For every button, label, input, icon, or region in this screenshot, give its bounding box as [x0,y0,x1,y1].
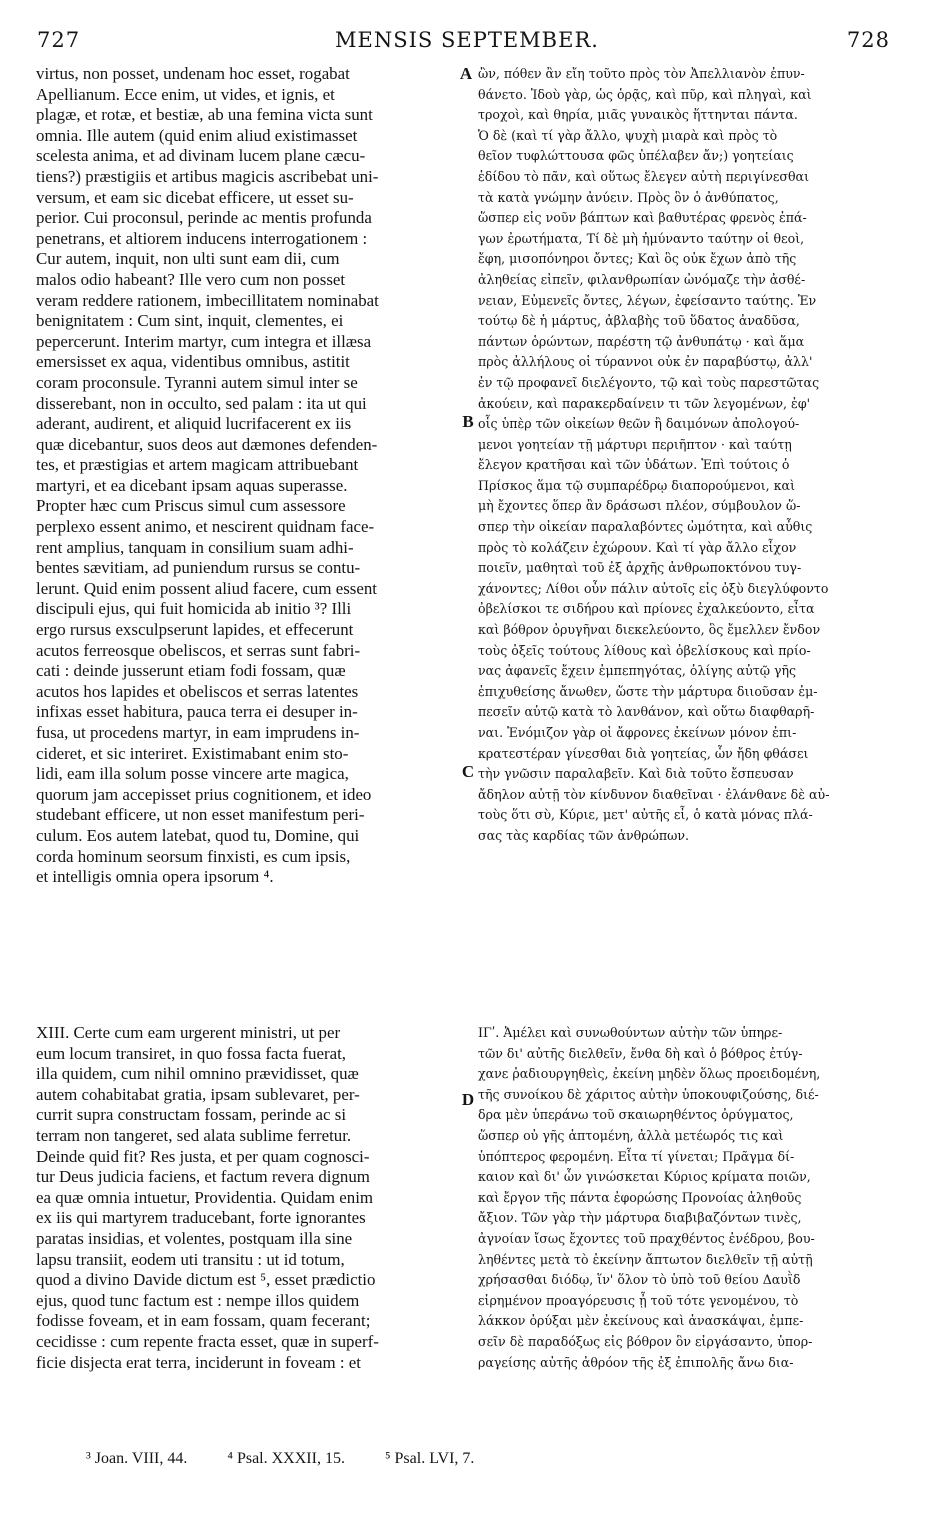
latin-line: fusa, ut procedens martyr, in eam imprudens in- [36,723,360,742]
greek-line: θεῖον τυφλώττουσα φῶς ὑπέλαβεν ἄν;) γοητείαις [478,148,794,164]
greek-line: νας ἀφανεῖς ἔχειν ἐμπεπηγότας, ὀλίγης αὐτῷ γῆς [478,663,797,679]
latin-line: cecidisse : cum repente fracta esset, quæ in superf- [36,1331,379,1351]
latin-line: tiens?) præstigiis et artibus magicis ascribebat uni- [36,166,379,186]
greek-line: κρατεστέραν γίνεσθαι διὰ γοητείας, ὧν ἤδη φθάσει [478,745,809,761]
greek-line: θάνετο. Ἰδοὺ γὰρ, ὡς ὁρᾷς, καὶ πῦρ, καὶ πληγαὶ, καὶ [478,86,812,102]
latin-line: discipuli ejus, qui fuit homicida ab initio ³? Illi [36,599,352,619]
latin-line: tur Deus judicia faciens, et factum revera dignum [36,1167,370,1187]
greek-column-bottom [478,1023,908,1373]
latin-line: quorum jam accepisset prius cognitionem, et ideo [36,784,372,804]
latin-line: virtus, non posset, undenam hoc esset, rogabat [36,64,350,83]
greek-line: καὶ βόθρον ὀρυγῆναι διεκελεύοντο, ὃς ἔμελλεν ἔνδον [478,622,821,638]
margin-mark-a: A [459,64,473,83]
greek-line: ὀβελίσκοι τε σιδήρου καὶ πρίονες ἐχαλκεύοντο, εἶτα [478,601,815,617]
greek-line: λάκκον ὀρύξαι μὲν ἐκείνους καὶ ἀνασκάψαι, ἐμπε- [478,1313,804,1329]
greek-line: ὢν, πόθεν ἂν εἴη τοῦτο πρὸς τὸν Ἀπελλιανὸν ἐπυν- [478,66,805,81]
latin-line: fodisse foveam, et in eam fossam, quam fecerant; [36,1311,371,1331]
footnote: ⁴ Psal. XXXII, 15. [227,1450,345,1467]
latin-line: versum, et eam sic dicebat efficere, ut esset su- [36,187,354,207]
latin-line: Apellianum. Ecce enim, ut vides, et ignis, et [36,84,335,104]
latin-line: penetrans, et altiorem inducens interrogationem : [36,228,368,248]
latin-line: eum locum transiret, in quo fossa facta fuerat, [36,1043,347,1063]
greek-line: σεῖν δὲ παραδόξως εἰς βόθρον ὃν εἰργάσαντο, ὑπορ- [478,1333,813,1349]
latin-line: lerunt. Quid enim possent aliud facere, cum essent [36,578,377,598]
latin-line: illa quidem, cum nihil omnino prævidisset, quæ [36,1064,359,1084]
greek-line: τροχοὶ, καὶ θηρία, μιᾶς γυναικὸς ἥττηνται πάντα. [478,107,798,123]
latin-line: ea quæ omnia intuetur, Providentia. Quidam enim [36,1187,374,1207]
latin-line: studebant efficere, ut non esset manifestum peri- [36,805,365,825]
greek-line: δρα μὲν ὑπεράνω τοῦ σκαιωρηθέντος ὀρύγματος, [478,1107,794,1123]
latin-column-top [36,64,456,888]
latin-line: ex iis qui martyrem traducebant, forte ignorantes [36,1208,366,1228]
latin-line: pepercerunt. Interim martyr, cum integra et illæsa [36,331,372,351]
greek-line: πρὸς ἀλλήλους οἱ τύραννοι οὐκ ἐν παραβύστῳ, ἀλλ' [478,354,813,370]
greek-line: χανε ῥαδιουργηθεὶς, ἐκείνη μηδὲν ὅλως προειδομένη, [478,1066,821,1082]
latin-line: quæ dicebantur, suos deos aut dæmones defenden- [36,434,378,454]
page-number-left: 727 [37,28,81,52]
page-number-right: 728 [846,28,890,52]
greek-line: ἔφη, μισοπόνηροι ὄντες; Καὶ ὃς οὐκ ἔχων ἀπὸ τῆς [478,251,797,267]
greek-line: ἄδηλον αὐτῇ τὸν κίνδυνον διαθεῖναι · ἐλάνθανε δὲ αὐ- [478,786,830,802]
latin-line: veram reddere rationem, imbecillitatem nominabat [36,290,379,310]
greek-line: ποιεῖν, μαθηταὶ τοῦ ἐξ ἀρχῆς ἀνθρωποκτόνου τυγ- [478,560,802,576]
latin-line: scelesta anima, et ad divinam lucem plane cæcu- [36,146,366,166]
margin-mark-d: D [461,1090,475,1109]
latin-line: plagæ, et rotæ, et bestiæ, ab una femina victa sunt [36,105,373,125]
greek-line: καιον καὶ δι' ὧν γινώσκεται Κύριος κρίματα ποιῶν, [478,1169,811,1185]
latin-line: ficie disjecta erat terra, inciderunt in foveam : et [36,1352,361,1372]
greek-line: σπερ τὴν οἰκείαν παραλαβόντες ὠμότητα, καὶ αὖθις [478,519,813,535]
latin-line: XIII. Certe cum eam urgerent ministri, ut per [36,1023,341,1042]
latin-line: quod a divino Davide dictum est ⁵, esset prædictio [36,1270,376,1290]
greek-line: οἷς ὑπὲρ τῶν οἰκείων θεῶν ἢ δαιμόνων ἀπολογού- [478,416,800,432]
greek-line: τοὺς ὅτι σὺ, Κύριε, μετ' αὐτῆς εἶ, ὁ κατὰ μόνας πλά- [478,807,813,823]
latin-line: aderant, audirent, et aliquid lucrifacerent ex iis [36,414,352,434]
greek-line: πεσεῖν αὐτῷ κατὰ τὸ λανθάνον, καὶ οὕτω διαφθαρῆ- [478,704,815,720]
latin-line: perplexo essent animo, et nescirent quidnam face- [36,517,375,537]
latin-line: cideret, et sic interiret. Existimabant enim sto- [36,743,349,763]
latin-line: coram proconsule. Tyranni autem simul inter se [36,372,358,392]
footnote: ³ Joan. VIII, 44. [86,1450,188,1467]
latin-line: Deinde quid fit? Res justa, et per quam cognosci- [36,1146,370,1166]
latin-line: cati : deinde jusserunt etiam fodi fossam, quæ [36,661,346,681]
latin-line: ejus, quod tunc factum est : nempe illos quidem [36,1290,360,1310]
greek-line: χάνοντες; Λίθοι οὖν πάλιν αὐτοῖς εἰς ὀξὺ διεγλύφοντο [478,580,829,596]
footnotes [86,1450,886,1468]
latin-line: Cur autem, inquit, non ulti sunt eam dii, cum [36,249,340,269]
greek-line: Πρίσκος ἅμα τῷ συμπαρέδρῳ διαπορούμενοι, καὶ [478,477,796,493]
latin-line: ergo rursus exsculpserunt lapides, et effecerunt [36,620,354,640]
latin-line: Propter hæc cum Priscus simul cum assessore [36,496,346,516]
latin-line: et intelligis omnia opera ipsorum ⁴. [36,867,274,887]
latin-line: infixas esset habitura, pauca terra ei desuper in- [36,702,358,722]
running-title: MENSIS SEPTEMBER. [335,28,599,52]
greek-line: πρὸς τὸ κολάζειν ἐχώρουν. Καὶ τί γὰρ ἄλλο εἶχον [478,539,797,555]
latin-line: benignitatem : Cum sint, inquit, clementes, ei [36,311,344,331]
greek-line: γων ἐρωτήματα, Τί δὲ μὴ ἠμύναντο ταύτην οἱ θεοὶ, [478,230,805,246]
latin-line: omnia. Ille autem (quid enim aliud existimasset [36,125,358,145]
margin-mark-b: B [462,412,474,431]
greek-line: ἐπιχυθείσης ἄνωθεν, ὥστε τὴν μάρτυρα διιοῦσαν ἐμ- [478,683,818,699]
greek-line: ὑπόπτερος φερομένη. Εἶτα τί γίνεται; Πρᾶγμα δί- [478,1148,795,1164]
latin-line: terram non tangeret, sed alata sublime ferretur. [36,1125,352,1145]
latin-line: martyri, et ea dicebant ipsam aquas superasse. [36,475,348,495]
greek-column-top [478,64,908,847]
greek-line: τῶν δι' αὐτῆς διελθεῖν, ἔνθα δὴ καὶ ὁ βόθρος ἐτύγ- [478,1045,803,1061]
greek-line: τοὺς ὀξεῖς τούτους λίθους καὶ ὀβελίσκους καὶ πρίο- [478,642,811,658]
greek-line: μενοι γοητείαν τῇ μάρτυρι περιῆπτον · καὶ ταύτῃ [478,436,792,452]
greek-line: ναι. Ἐνόμιζον γὰρ οἱ ἄφρονες ἐκείνων μόνον ἐπι- [478,725,797,740]
latin-line: emersisset ex aqua, videntibus omnibus, astitit [36,352,350,372]
greek-line: καὶ ἔργον τῆς πάντα ἐφορώσης Προνοίας ἀληθοῦς [478,1189,802,1205]
greek-line: Ὁ δὲ (καὶ τί γὰρ ἄλλο, ψυχὴ μιαρὰ καὶ πρὸς τὸ [478,127,778,143]
greek-line: ἄξιον. Τῶν γὰρ τὴν μάρτυρα διαβιβαζόντων τινὲς, [478,1210,802,1226]
margin-mark-c: C [461,762,475,781]
greek-line: μὴ ἔχοντες ὅπερ ἂν δράσωσι πλέον, σύμβουλον ὥ- [478,498,801,514]
greek-line: ἔλεγον κρατῆσαι καὶ τῶν ὑδάτων. Ἐπὶ τούτοις ὁ [478,457,790,473]
latin-line: tes, et præstigias et artem magicam attribuebant [36,455,359,475]
footnote: ⁵ Psal. LVI, 7. [384,1450,475,1467]
greek-line: ἐν τῷ προφανεῖ διελέγοντο, τῷ καὶ τοὺς παρεστῶτας [478,374,820,390]
greek-line: ἀληθείας εἰπεῖν, φιλανθρωπίαν ὠνόμαζε τὴν ἀσθέ- [478,271,806,287]
greek-line: ἐδίδου τὸ πᾶν, καὶ οὕτως ἔλεγεν αὐτὴ περιγίνεσθαι [478,168,810,184]
latin-line: paratas insidias, et volentes, postquam illa sine [36,1228,353,1248]
greek-line: ΙΓʹ. Ἀμέλει καὶ συνωθούντων αὐτὴν τῶν ὑπηρε- [478,1025,783,1040]
greek-line: ληθέντες μετὰ τὸ ἐκείνην ἄπτωτον διελθεῖν τῇ αὐτῇ [478,1251,813,1267]
greek-line: τῆς συνοίκου δὲ χάριτος αὐτὴν ὑποκουφιζούσης, διέ- [478,1086,819,1102]
latin-line: acutos hos lapides et obeliscos et serras latentes [36,681,359,701]
greek-line: τούτῳ δὲ ἡ μάρτυς, ἀβλαβὴς τοῦ ὕδατος ἀναδῦσα, [478,313,800,329]
greek-line: νειαν, Εὐμενεῖς ὄντες, λέγων, ἐφείσαντο ταύτης. Ἐν [478,292,817,308]
latin-line: culum. Eos autem latebat, quod tu, Domine, qui [36,825,360,845]
latin-line: lidi, eam illa solum posse vincere arte magica, [36,764,349,784]
page-header [0,0,934,62]
greek-line: εἰρημένον προαγόρευσις ᾖ τοῦ τότε γενομένου, τὸ [478,1292,799,1308]
latin-column-bottom [36,1023,456,1373]
greek-line: σας τὰς καρδίας τῶν ἀνθρώπων. [478,827,690,843]
latin-line: disserebant, non in occulto, sed palam : ita ut qui [36,393,367,413]
greek-line: ἀγνοίαν ἴσως ἔχοντες τοῦ πραχθέντος ἐνέδρου, βου- [478,1230,815,1246]
greek-line: ὥσπερ εἰς νοῦν βάπτων καὶ βαθυτέρας φρενὸς ἐπά- [478,210,807,226]
latin-line: autem cohabitabat gratia, ipsam sublevaret, per- [36,1084,360,1104]
greek-line: ἀκούειν, καὶ παρακερδαίνειν τι τῶν λεγομένων, ἐφ' [478,395,811,411]
latin-line: perior. Cui proconsul, perinde ac mentis profunda [36,208,372,228]
greek-line: ραγείσης αὐτῆς ἀθρόον τῆς ἐξ ἐπιπολῆς ἄνω δια- [478,1354,794,1370]
latin-line: lapsu transiit, eodem uti transitu : ut id totum, [36,1249,345,1269]
latin-line: currit supra constructam fossam, perinde ac si [36,1105,347,1125]
latin-line: acutos ferreosque obeliscos, et serras sunt fabri- [36,640,361,660]
greek-line: πάντων ὁρώντων, παρέστη τῷ ἀνθυπάτῳ · καὶ ἅμα [478,333,805,349]
latin-line: malos odio habeant? Ille vero cum non posset [36,269,346,289]
latin-line: bentes sævitiam, ad puniendum rursus se contu- [36,558,361,578]
greek-line: τὰ κατὰ γνώμην ἀνύειν. Πρὸς ὃν ὁ ἀνθύπατος, [478,189,779,205]
latin-line: corda hominum seorsum finxisti, es cum ipsis, [36,846,351,866]
latin-line: rent amplius, tanquam in consilium suam adhi- [36,537,354,557]
greek-line: ὥσπερ οὐ γῆς ἁπτομένη, ἀλλὰ μετέωρός τις καὶ [478,1127,784,1143]
greek-line: τὴν γνῶσιν παραλαβεῖν. Καὶ διὰ τοῦτο ἔσπευσαν [478,766,794,782]
greek-line: χρήσασθαι διόδῳ, ἵν' ὅλον τὸ ὑπὸ τοῦ θείου Δαυῒδ [478,1272,801,1288]
